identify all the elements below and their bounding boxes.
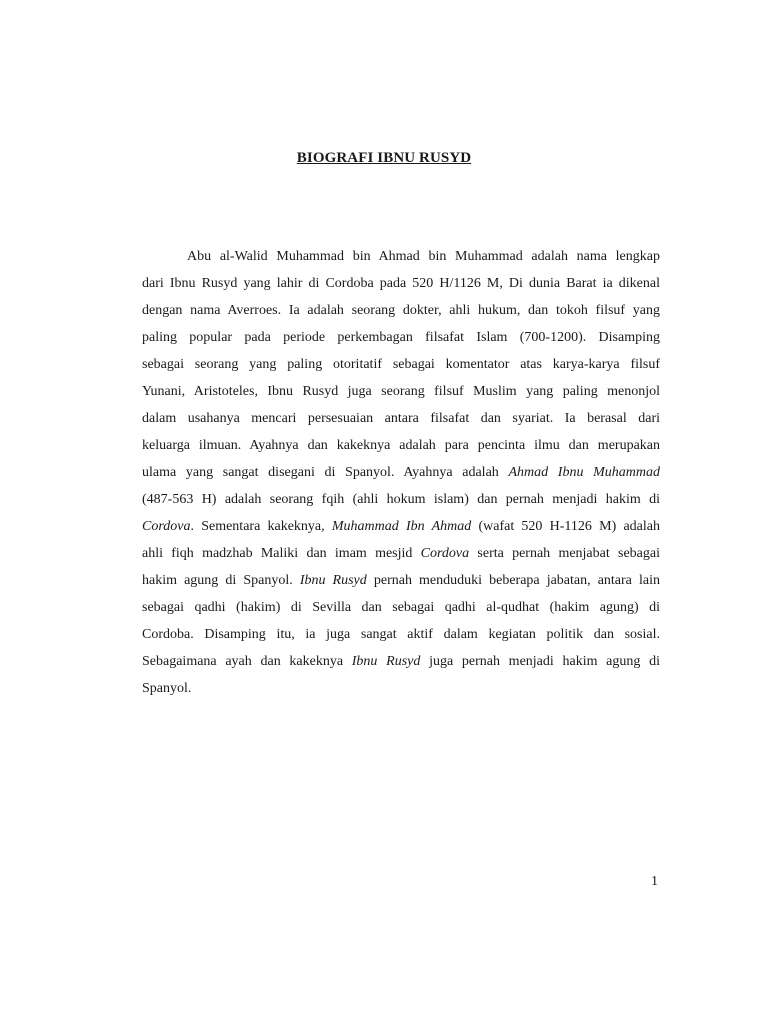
text-segment: paling popular pada periode perkembagan filsafat Islam (700-1200). Disamping	[142, 330, 660, 345]
text-segment: dalam usahanya mencari persesuaian antara filsafat dan syariat. Ia berasal dari	[142, 411, 660, 426]
paragraph-line	[142, 270, 660, 297]
italic-text: Muhammad Ibn Ahmad	[331, 519, 472, 534]
text-segment: . Sementara kakeknya,	[190, 519, 332, 534]
italic-text: Cordova	[142, 519, 191, 534]
text-segment: dengan nama Averroes. Ia adalah seorang dokter, ahli hukum, dan tokoh filsuf yang	[142, 303, 660, 318]
text-segment: dari Ibnu Rusyd yang lahir di Cordoba pada 520 H/1126 M, Di dunia Barat ia dikenal	[142, 276, 660, 291]
paragraph-line	[142, 378, 660, 405]
text-segment: hakim agung di Spanyol.	[142, 573, 300, 588]
paragraph-line	[142, 513, 660, 540]
text-segment: pernah menduduki beberapa jabatan, antara lain	[366, 573, 660, 588]
text-segment: Spanyol.	[142, 681, 192, 696]
paragraph-line	[142, 594, 660, 621]
paragraph-line	[142, 459, 660, 486]
paragraph-line	[142, 567, 660, 594]
paragraph-line	[142, 540, 660, 567]
text-segment: (wafat 520 H-1126 M) adalah	[471, 519, 660, 534]
text-segment: Abu al-Walid Muhammad bin Ahmad bin Muhammad adalah nama lengkap	[187, 249, 660, 264]
text-segment: ahli fiqh madzhab Maliki dan imam mesjid	[142, 546, 421, 561]
biography-paragraph	[142, 243, 660, 702]
paragraph-line	[142, 405, 660, 432]
page-number: 1	[651, 874, 658, 889]
text-segment: juga pernah menjadi hakim agung di	[420, 654, 660, 669]
paragraph-line	[142, 324, 660, 351]
paragraph-line	[142, 432, 660, 459]
document-title: BIOGRAFI IBNU RUSYD	[296, 150, 472, 166]
italic-text: Ibnu Rusyd	[351, 654, 421, 669]
text-segment: Yunani, Aristoteles, Ibnu Rusyd juga seorang filsuf Muslim yang paling menonjol	[142, 384, 660, 399]
text-segment: sebagai seorang yang paling otoritatif sebagai komentator atas karya-karya filsuf	[142, 357, 660, 372]
italic-text: Ahmad Ibnu Muhammad	[508, 465, 660, 480]
italic-text: Ibnu Rusyd	[299, 573, 367, 588]
paragraph-line	[142, 243, 660, 270]
text-segment: keluarga ilmuan. Ayahnya dan kakeknya adalah para pencinta ilmu dan merupakan	[142, 438, 660, 453]
paragraph-line	[142, 486, 660, 513]
paragraph-line	[142, 675, 660, 702]
paragraph-line	[142, 648, 660, 675]
text-segment: (487-563 H) adalah seorang fqih (ahli hokum islam) dan pernah menjadi hakim di	[142, 492, 660, 507]
italic-text: Cordova	[420, 546, 470, 561]
text-segment: ulama yang sangat disegani di Spanyol. Ayahnya adalah	[142, 465, 509, 480]
paragraph-line	[142, 351, 660, 378]
text-segment: Sebagaimana ayah dan kakeknya	[142, 654, 352, 669]
paragraph-line	[142, 621, 660, 648]
paragraph-line	[142, 297, 660, 324]
text-segment: Cordoba. Disamping itu, ia juga sangat aktif dalam kegiatan politik dan sosial.	[142, 627, 660, 642]
text-segment: serta pernah menjabat sebagai	[469, 546, 660, 561]
text-segment: sebagai qadhi (hakim) di Sevilla dan sebagai qadhi al-qudhat (hakim agung) di	[142, 600, 660, 615]
